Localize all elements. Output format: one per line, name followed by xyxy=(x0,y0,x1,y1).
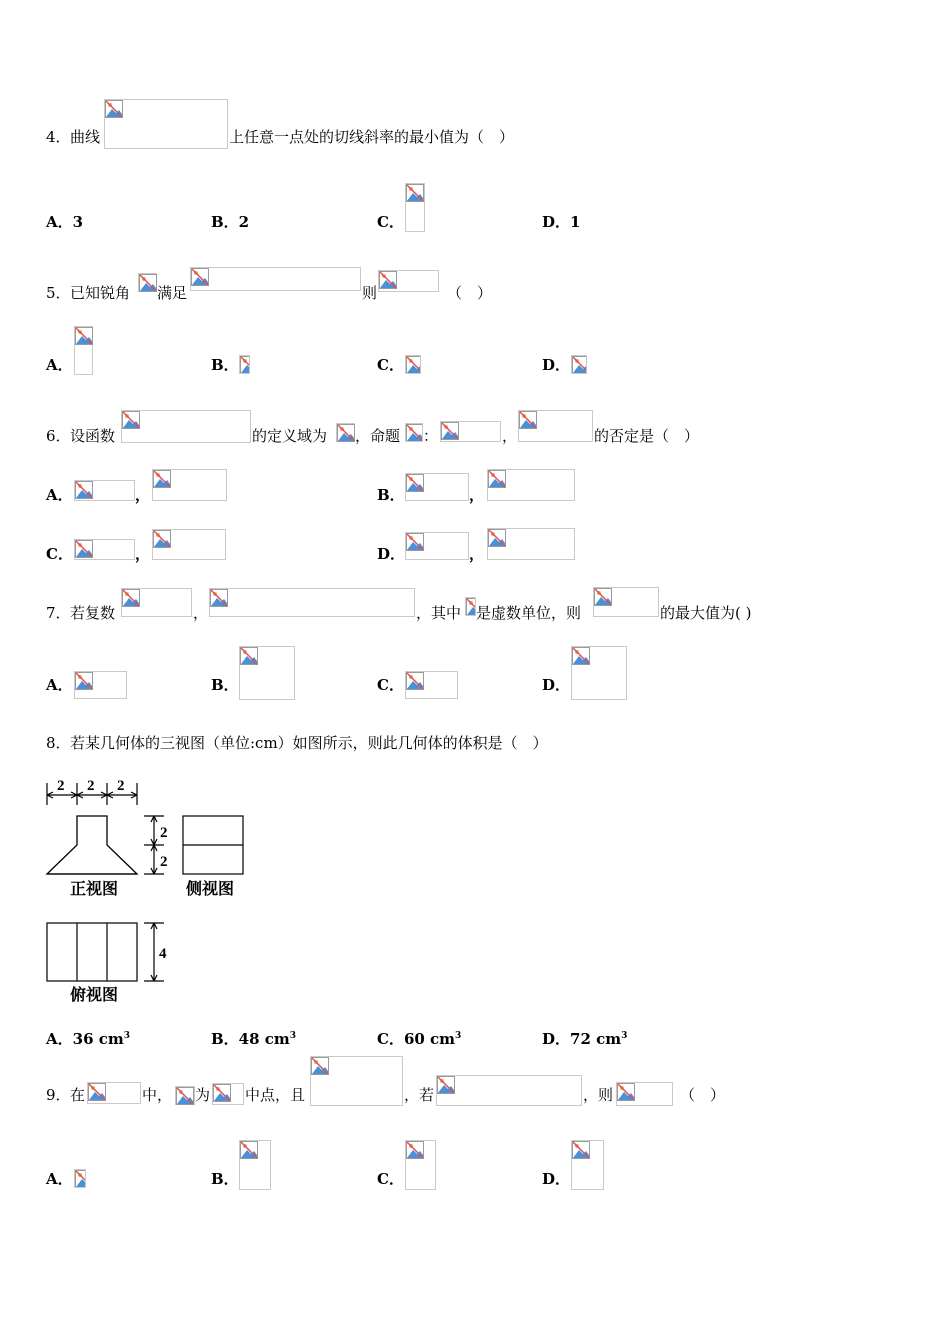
broken-image-icon xyxy=(240,1141,258,1159)
question-text: 中， xyxy=(142,1086,173,1104)
formula-image xyxy=(121,410,251,443)
broken-image-icon xyxy=(379,271,397,289)
formula-image xyxy=(104,99,228,149)
top-view-label: 俯视图 xyxy=(70,985,119,1004)
question-text: 则 xyxy=(362,284,378,302)
broken-image-icon xyxy=(594,588,612,606)
broken-image-icon xyxy=(572,1141,590,1159)
broken-image-icon xyxy=(240,356,250,374)
formula-image xyxy=(138,273,157,292)
option-d[interactable]: D．1 xyxy=(542,213,581,231)
question-text: ，则 xyxy=(583,1086,614,1104)
comma: ， xyxy=(469,545,485,563)
question-text: 的最大值为( ) xyxy=(660,604,752,622)
broken-image-icon xyxy=(406,474,424,492)
dim-label: 2 xyxy=(160,854,168,870)
formula-image xyxy=(487,528,575,560)
option-a[interactable]: A． xyxy=(46,356,73,374)
broken-image-icon xyxy=(406,356,421,374)
option-a[interactable]: A．36 $cm^3$ xyxy=(46,1030,131,1048)
broken-image-icon xyxy=(240,647,258,665)
question-text: 若复数 xyxy=(70,604,116,622)
question-text: 已知锐角 xyxy=(70,284,131,302)
question-text: 的否定是（ ） xyxy=(594,427,700,445)
broken-image-icon xyxy=(213,1084,231,1102)
dim-label: 4 xyxy=(159,946,167,962)
option-c[interactable]: C． xyxy=(46,545,73,563)
formula-image xyxy=(440,421,501,442)
question-text: （ ） xyxy=(680,1086,726,1104)
formula-image xyxy=(74,671,127,699)
formula-image xyxy=(152,469,227,501)
question-number: 7． xyxy=(46,604,71,622)
question-text: 是虚数单位，则 xyxy=(476,604,582,622)
dim-label: 2 xyxy=(117,778,125,794)
broken-image-icon xyxy=(617,1083,635,1101)
question-text: ， xyxy=(193,604,209,622)
formula-image xyxy=(405,1140,436,1190)
formula-image xyxy=(152,529,226,560)
formula-image xyxy=(239,646,295,700)
side-view-label: 侧视图 xyxy=(186,879,235,898)
option-d[interactable]: D． xyxy=(542,356,571,374)
option-b[interactable]: B． xyxy=(377,486,405,504)
option-b[interactable]: B．48 $cm^3$ xyxy=(211,1030,297,1048)
broken-image-icon xyxy=(572,647,590,665)
broken-image-icon xyxy=(153,530,171,548)
broken-image-icon xyxy=(337,424,355,442)
dim-label: 2 xyxy=(160,825,168,841)
option-d[interactable]: D． xyxy=(377,545,406,563)
comma: ， xyxy=(135,486,151,504)
broken-image-icon xyxy=(210,589,228,607)
formula-image xyxy=(239,1140,271,1190)
formula-image xyxy=(209,588,415,617)
option-b[interactable]: B． xyxy=(211,1170,239,1188)
formula-image xyxy=(487,469,575,501)
formula-image xyxy=(310,1056,403,1106)
broken-image-icon xyxy=(488,529,506,547)
option-a[interactable]: A． xyxy=(46,676,73,694)
question-text: ： xyxy=(423,427,439,445)
formula-image xyxy=(405,183,425,232)
broken-image-icon xyxy=(75,672,93,690)
broken-image-icon xyxy=(519,411,537,429)
question-text: ， xyxy=(502,427,518,445)
front-view-label: 正视图 xyxy=(70,879,119,898)
formula-image xyxy=(74,326,93,375)
question-text: ，其中 xyxy=(416,604,462,622)
broken-image-icon xyxy=(88,1083,106,1101)
formula-image xyxy=(378,270,439,292)
option-a[interactable]: A． xyxy=(46,486,73,504)
option-d[interactable]: D．72 $cm^3$ xyxy=(542,1030,628,1048)
formula-image xyxy=(405,473,469,501)
question-number: 9． xyxy=(46,1086,71,1104)
broken-image-icon xyxy=(75,327,93,345)
question-text: 中点，且 xyxy=(245,1086,306,1104)
question-text: 满足 xyxy=(157,284,188,302)
formula-image xyxy=(616,1082,673,1106)
comma: ， xyxy=(135,545,151,563)
option-b[interactable]: B． xyxy=(211,676,239,694)
formula-image xyxy=(465,597,476,616)
broken-image-icon xyxy=(437,1076,455,1094)
broken-image-icon xyxy=(75,540,93,558)
formula-image xyxy=(405,671,458,699)
formula-image xyxy=(175,1086,195,1105)
broken-image-icon xyxy=(488,470,506,488)
formula-image xyxy=(121,588,192,617)
formula-image xyxy=(571,355,587,374)
formula-image xyxy=(74,480,135,501)
formula-image xyxy=(405,355,421,374)
broken-image-icon xyxy=(406,533,424,551)
formula-image xyxy=(87,1082,141,1104)
broken-image-icon xyxy=(122,589,140,607)
formula-image xyxy=(405,423,423,442)
question-number: 6． xyxy=(46,427,71,445)
comma: ， xyxy=(469,486,485,504)
option-c[interactable]: C． xyxy=(377,676,404,694)
broken-image-icon xyxy=(191,268,209,286)
broken-image-icon xyxy=(75,481,93,499)
question-text: （ ） xyxy=(447,284,493,302)
broken-image-icon xyxy=(75,1170,86,1188)
formula-image xyxy=(571,646,627,700)
option-a[interactable]: A． xyxy=(46,1170,73,1188)
option-d[interactable]: D． xyxy=(542,676,571,694)
option-c[interactable]: C．60 $cm^3$ xyxy=(377,1030,462,1048)
broken-image-icon xyxy=(153,470,171,488)
formula-image xyxy=(74,1169,86,1188)
broken-image-icon xyxy=(122,411,140,429)
question-text: ，命题 xyxy=(355,427,401,445)
question-text: ，若 xyxy=(404,1086,435,1104)
question-number: 4． xyxy=(46,128,71,146)
formula-image xyxy=(212,1083,244,1105)
broken-image-icon xyxy=(466,598,476,616)
formula-image xyxy=(571,1140,604,1190)
formula-image xyxy=(593,587,659,617)
question-text: 的定义域为 xyxy=(252,427,328,445)
dim-label: 2 xyxy=(57,778,65,794)
formula-image xyxy=(336,423,355,442)
broken-image-icon xyxy=(406,672,424,690)
question-number: 5． xyxy=(46,284,71,302)
question-text: 在 xyxy=(70,1086,86,1104)
broken-image-icon xyxy=(406,1141,424,1159)
formula-image xyxy=(436,1075,582,1106)
option-d[interactable]: D． xyxy=(542,1170,571,1188)
broken-image-icon xyxy=(406,184,424,202)
broken-image-icon xyxy=(105,100,123,118)
question-number: 8． xyxy=(46,734,71,752)
broken-image-icon xyxy=(139,274,157,292)
broken-image-icon xyxy=(311,1057,329,1075)
question-text: 曲线 xyxy=(70,128,101,146)
option-b[interactable]: B． xyxy=(211,356,239,374)
option-b[interactable]: B．2 xyxy=(211,213,250,231)
formula-image xyxy=(190,267,361,291)
option-a[interactable]: A．3 xyxy=(46,213,84,231)
question-text: 设函数 xyxy=(70,427,116,445)
broken-image-icon xyxy=(406,424,423,442)
option-c[interactable]: C． xyxy=(377,1170,404,1188)
broken-image-icon xyxy=(441,422,459,440)
formula-image xyxy=(405,532,469,560)
question-text: 上任意一点处的切线斜率的最小值为（ ） xyxy=(229,128,515,146)
formula-image xyxy=(74,539,135,560)
broken-image-icon xyxy=(572,356,587,374)
option-c[interactable]: C． xyxy=(377,356,404,374)
question-text: 为 xyxy=(195,1086,211,1104)
formula-image xyxy=(239,355,250,374)
broken-image-icon xyxy=(176,1087,194,1105)
three-view-diagram xyxy=(40,775,250,1015)
formula-image xyxy=(518,410,593,442)
dim-label: 2 xyxy=(87,778,95,794)
question-text: 若某几何体的三视图（单位:cm）如图所示，则此几何体的体积是（ ） xyxy=(70,734,548,752)
option-c[interactable]: C． xyxy=(377,213,404,231)
